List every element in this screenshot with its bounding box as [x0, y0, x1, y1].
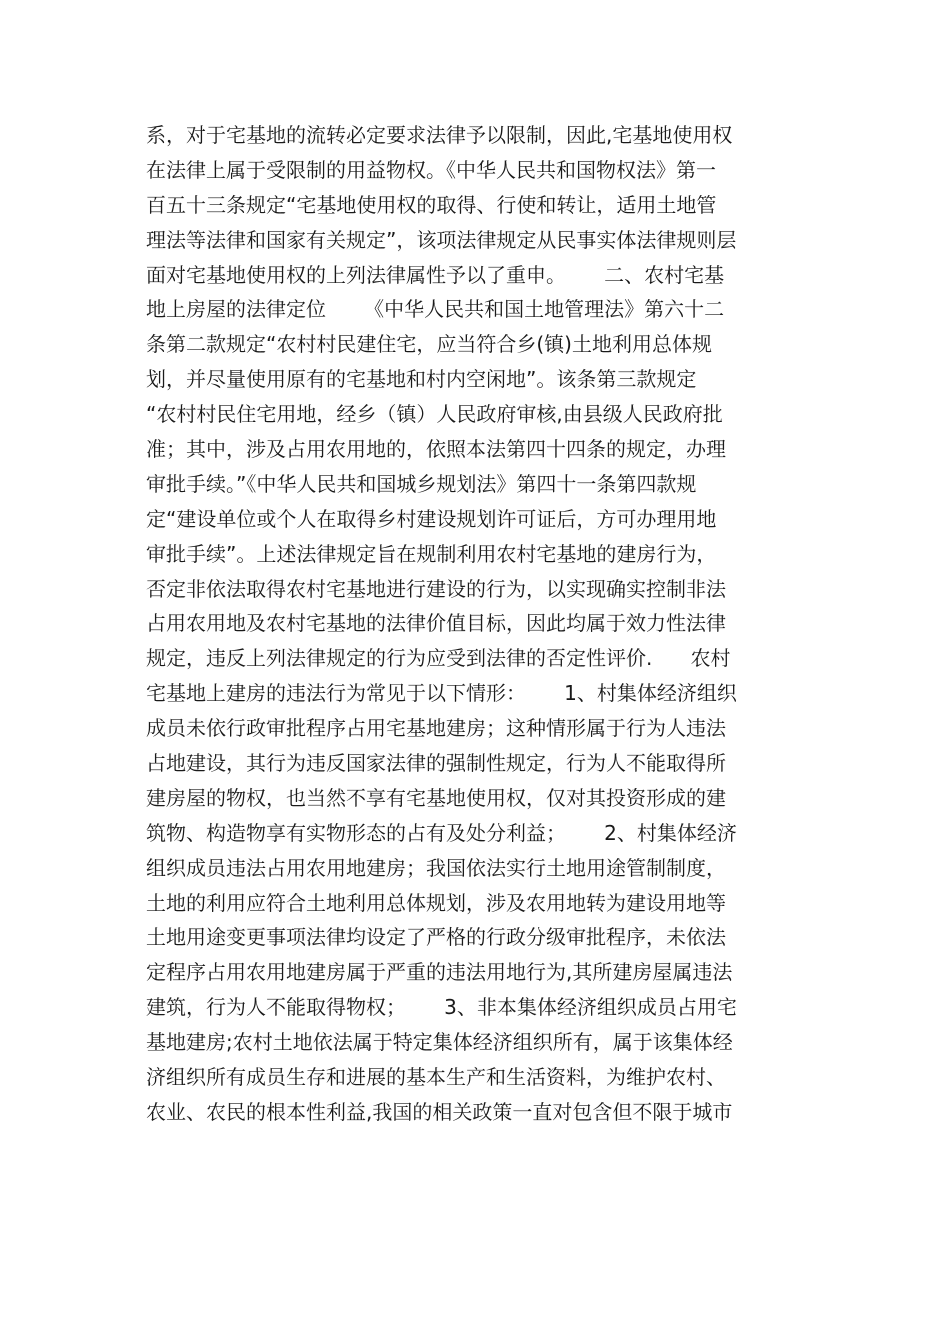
text-line: 农业、农民的根本性利益,我国的相关政策一直对包含但不限于城市: [146, 1099, 733, 1124]
text-line: 基地建房;农村土地依法属于特定集体经济组织所有，属于该集体经: [146, 1030, 733, 1055]
text-line: 土地的利用应符合土地利用总体规划，涉及农用地转为建设用地等: [146, 890, 726, 915]
text-line: 地上房屋的法律定位 《中华人民共和国土地管理法》第六十二: [146, 297, 725, 322]
text-line: 土地用途变更事项法律均设定了严格的行政分级审批程序，未依法: [146, 925, 726, 950]
text-line: 宅基地上建房的违法行为常见于以下情形： 1、村集体经济组织: [146, 681, 737, 706]
text-line: 组织成员违法占用农用地建房；我国依法实行土地用途管制制度，: [146, 855, 726, 880]
text-line: 筑物、构造物享有实物形态的占有及处分利益； 2、村集体经济: [146, 820, 737, 845]
text-line: “农村村民住宅用地，经乡（镇）人民政府审核,由县级人民政府批: [146, 402, 723, 427]
text-line: 准；其中，涉及占用农用地的，依照本法第四十四条的规定，办理: [146, 437, 726, 462]
text-line: 审批手续。”《中华人民共和国城乡规划法》第四十一条第四款规: [146, 471, 697, 496]
text-line: 理法等法律和国家有关规定”，该项法律规定从民事实体法律规则层: [146, 227, 737, 252]
text-line: 定程序占用农用地建房属于严重的违法用地行为,其所建房屋属违法: [146, 960, 733, 985]
text-line: 审批手续”。上述法律规定旨在规制利用农村宅基地的建房行为，: [146, 541, 717, 566]
text-line: 规定，违反上列法律规定的行为应受到法律的否定性评价. 农村: [146, 646, 731, 671]
text-line: 百五十三条规定“宅基地使用权的取得、行使和转让，适用土地管: [146, 192, 717, 217]
text-line: 否定非依法取得农村宅基地进行建设的行为，以实现确实控制非法: [146, 576, 726, 601]
text-line: 建筑，行为人不能取得物权； 3、非本集体经济组织成员占用宅: [146, 995, 737, 1020]
text-line: 成员未依行政审批程序占用宅基地建房；这种情形属于行为人违法: [146, 716, 726, 741]
text-line: 系，对于宅基地的流转必定要求法律予以限制，因此,宅基地使用权: [146, 123, 733, 147]
text-line: 定“建设单位或个人在取得乡村建设规划许可证后，方可办理用地: [146, 506, 717, 531]
text-line: 面对宅基地使用权的上列法律属性予以了重申。 二、农村宅基: [146, 262, 725, 287]
text-line: 建房屋的物权，也当然不享有宅基地使用权，仅对其投资形成的建: [146, 785, 726, 810]
text-line: 划，并尽量使用原有的宅基地和村内空闲地”。该条第三款规定: [146, 367, 697, 392]
body-text: [146, 118, 806, 1130]
text-line: 在法律上属于受限制的用益物权。《中华人民共和国物权法》第一: [146, 157, 716, 182]
text-line: 条第二款规定“农村村民建住宅，应当符合乡(镇)土地利用总体规: [146, 332, 712, 357]
text-line: 占地建设，其行为违反国家法律的强制性规定，行为人不能取得所: [146, 751, 726, 776]
text-line: 济组织所有成员生存和进展的基本生产和生活资料，为维护农村、: [146, 1065, 726, 1090]
text-line: 占用农用地及农村宅基地的法律价值目标，因此均属于效力性法律: [146, 611, 726, 636]
